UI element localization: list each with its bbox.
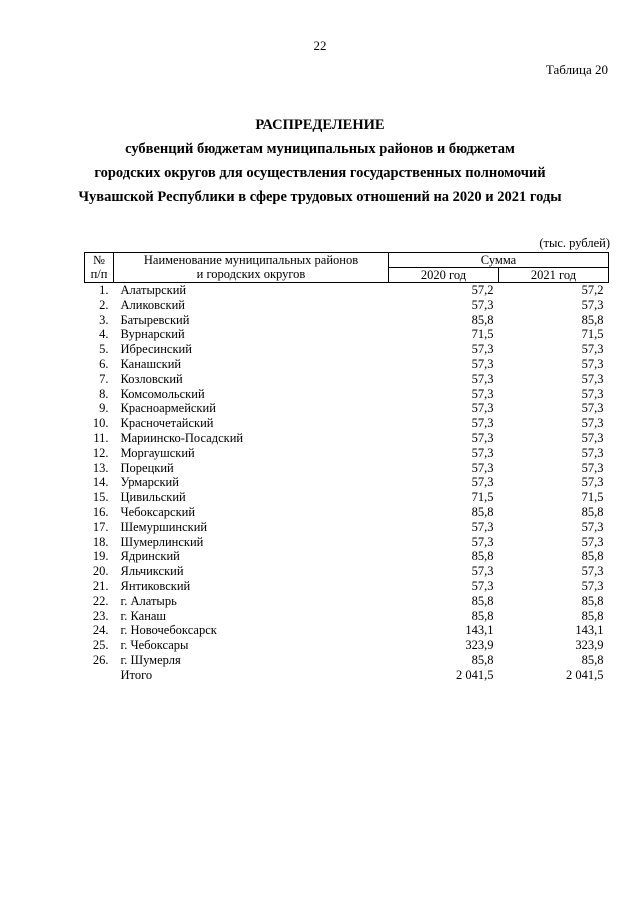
row-number: 10.: [92, 416, 109, 431]
row-name: Цивильский: [120, 490, 186, 505]
row-value-2021: 57,3: [581, 416, 604, 431]
row-name: г. Новочебоксарск: [120, 623, 217, 638]
row-number: 22.: [92, 593, 109, 608]
table-row: [85, 638, 609, 653]
row-name: Козловский: [120, 371, 183, 386]
header-sum: Сумма: [389, 253, 609, 268]
row-value-2020: 57,2: [471, 283, 494, 297]
table-row: [85, 564, 609, 579]
page-number: 22: [313, 38, 327, 53]
row-value-2020: 2 041,5: [456, 667, 494, 682]
table-row: [85, 490, 609, 505]
table-row: [85, 342, 609, 357]
row-number: 21.: [92, 578, 109, 593]
row-value-2021: 143,1: [575, 623, 604, 638]
table-row: [85, 327, 609, 342]
table-row: [85, 401, 609, 416]
row-value-2021: 2 041,5: [566, 667, 604, 682]
row-value-2020: 85,8: [471, 549, 494, 564]
row-number: 24.: [92, 623, 109, 638]
row-number: 7.: [99, 371, 109, 386]
row-name: г. Шумерля: [120, 652, 181, 667]
row-value-2020: 85,8: [471, 593, 494, 608]
row-value-2020: 71,5: [471, 327, 494, 342]
row-number: 9.: [99, 401, 109, 416]
row-name: Порецкий: [120, 460, 174, 475]
table-row: [85, 416, 609, 431]
row-value-2020: 57,3: [471, 519, 494, 534]
row-name: Вурнарский: [120, 327, 185, 342]
row-name: г. Алатырь: [120, 593, 177, 608]
row-name: Ядринский: [120, 549, 180, 564]
row-value-2020: 57,3: [471, 416, 494, 431]
header-year-2021: 2021 год: [499, 268, 609, 283]
row-name: Мариинско-Посадский: [120, 430, 244, 445]
row-value-2021: 85,8: [581, 593, 604, 608]
header-name-line-2: и городских округов: [196, 267, 306, 281]
row-name: Комсомольский: [120, 386, 205, 401]
row-name: Итого: [120, 667, 153, 682]
row-value-2020: 323,9: [465, 638, 494, 653]
row-number: 12.: [92, 445, 109, 460]
header-number-line-1: №: [93, 253, 105, 267]
table-row: [85, 623, 609, 638]
row-number: 3.: [99, 312, 109, 327]
row-value-2020: 57,3: [471, 371, 494, 386]
title-line-4: Чувашской Республики в сфере трудовых отношений на 2020 и 2021 годы: [78, 189, 562, 205]
row-name: Яльчикский: [120, 564, 184, 579]
header-name: [114, 253, 389, 283]
row-value-2020: 57,3: [471, 297, 494, 312]
row-name: г. Канаш: [120, 608, 167, 623]
table-label: Таблица 20: [545, 62, 608, 77]
table-row: [85, 372, 609, 387]
header-name-line-1: Наименование муниципальных районов: [143, 253, 359, 267]
row-value-2021: 57,3: [581, 578, 604, 593]
row-value-2021: 57,3: [581, 356, 604, 371]
row-value-2020: 57,3: [471, 430, 494, 445]
table-row: [85, 431, 609, 446]
row-value-2021: 57,3: [581, 401, 604, 416]
row-name: Чебоксарский: [120, 504, 196, 519]
row-number: 16.: [92, 504, 109, 519]
row-name: Моргаушский: [120, 445, 195, 460]
row-value-2021: 57,3: [581, 519, 604, 534]
row-value-2021: 57,3: [581, 371, 604, 386]
row-value-2020: 57,3: [471, 475, 494, 490]
row-value-2020: 57,3: [471, 386, 494, 401]
title-line-2: субвенций бюджетам муниципальных районов и бюджетам: [125, 141, 515, 157]
row-value-2021: 85,8: [581, 549, 604, 564]
header-year-2020: 2020 год: [389, 268, 499, 283]
table-row: [85, 535, 609, 550]
row-value-2021: 85,8: [581, 504, 604, 519]
row-number: 11.: [93, 430, 109, 445]
table-row: [85, 357, 609, 372]
row-number: 1.: [99, 283, 109, 297]
row-name: Ибресинский: [120, 342, 192, 357]
table-row: [85, 446, 609, 461]
row-value-2021: 57,3: [581, 386, 604, 401]
row-number: [85, 668, 114, 683]
row-value-2021: 85,8: [581, 608, 604, 623]
row-value-2020: 57,3: [471, 534, 494, 549]
row-number: 8.: [99, 386, 109, 401]
table-row: [85, 609, 609, 624]
row-number: 19.: [92, 549, 109, 564]
units-label: (тыс. рублей): [539, 236, 610, 250]
table-row: [85, 505, 609, 520]
row-value-2021: 57,3: [581, 564, 604, 579]
header-number: [85, 253, 114, 283]
row-value-2020: 57,3: [471, 578, 494, 593]
row-number: 13.: [92, 460, 109, 475]
header-number-line-2: п/п: [90, 267, 108, 281]
table-row: [85, 520, 609, 535]
title-line-1: РАСПРЕДЕЛЕНИЕ: [255, 117, 385, 133]
row-number: 25.: [92, 638, 109, 653]
row-value-2021: 71,5: [581, 490, 604, 505]
row-value-2020: 71,5: [471, 490, 494, 505]
row-number: 2.: [99, 297, 109, 312]
row-name: Красноармейский: [120, 401, 216, 416]
row-value-2020: 57,3: [471, 356, 494, 371]
row-value-2020: 57,3: [471, 445, 494, 460]
row-number: 17.: [92, 519, 109, 534]
row-value-2021: 57,3: [581, 475, 604, 490]
row-value-2021: 57,3: [581, 342, 604, 357]
row-value-2020: 85,8: [471, 652, 494, 667]
row-value-2020: 57,3: [471, 342, 494, 357]
row-number: 18.: [92, 534, 109, 549]
row-name: Красночетайский: [120, 416, 214, 431]
row-number: 5.: [99, 342, 109, 357]
row-value-2021: 85,8: [581, 312, 604, 327]
row-name: Шумерлинский: [120, 534, 204, 549]
row-name: Батыревский: [120, 312, 190, 327]
row-name: Янтиковский: [120, 578, 191, 593]
row-number: 23.: [92, 608, 109, 623]
row-value-2021: 57,3: [581, 430, 604, 445]
row-number: 20.: [92, 564, 109, 579]
row-value-2021: 71,5: [581, 327, 604, 342]
row-number: 14.: [92, 475, 109, 490]
row-name: Канашский: [120, 356, 182, 371]
table-row: [85, 387, 609, 402]
row-value-2020: 85,8: [471, 504, 494, 519]
title-line-3: городских округов для осуществления государственных полномочий: [94, 165, 546, 181]
row-number: 4.: [99, 327, 109, 342]
distribution-table: [84, 252, 609, 683]
row-name: Аликовский: [120, 297, 185, 312]
row-value-2021: 57,3: [581, 445, 604, 460]
row-name: Алатырский: [120, 283, 187, 297]
table-row: [85, 579, 609, 594]
row-number: 26.: [92, 652, 109, 667]
row-value-2020: 85,8: [471, 608, 494, 623]
row-name: Шемуршинский: [120, 519, 208, 534]
table-row: [85, 475, 609, 490]
row-value-2021: 323,9: [575, 638, 604, 653]
table-row: [85, 653, 609, 668]
row-value-2021: 57,3: [581, 460, 604, 475]
row-value-2020: 143,1: [465, 623, 494, 638]
table-row: [85, 549, 609, 564]
row-value-2021: 85,8: [581, 652, 604, 667]
table-row: [85, 298, 609, 313]
row-number: 6.: [99, 356, 109, 371]
row-value-2020: 57,3: [471, 460, 494, 475]
table-row: [85, 594, 609, 609]
table-row: [85, 283, 609, 298]
row-value-2020: 57,3: [471, 401, 494, 416]
row-value-2020: 57,3: [471, 564, 494, 579]
row-value-2021: 57,3: [581, 534, 604, 549]
row-number: 15.: [92, 490, 109, 505]
row-name: г. Чебоксары: [120, 638, 189, 653]
document-title: [0, 113, 640, 209]
table-row: [85, 461, 609, 476]
table-row: [85, 668, 609, 683]
row-value-2020: 85,8: [471, 312, 494, 327]
table-row: [85, 313, 609, 328]
row-value-2021: 57,3: [581, 297, 604, 312]
row-name: Урмарский: [120, 475, 179, 490]
row-value-2021: 57,2: [581, 283, 604, 297]
